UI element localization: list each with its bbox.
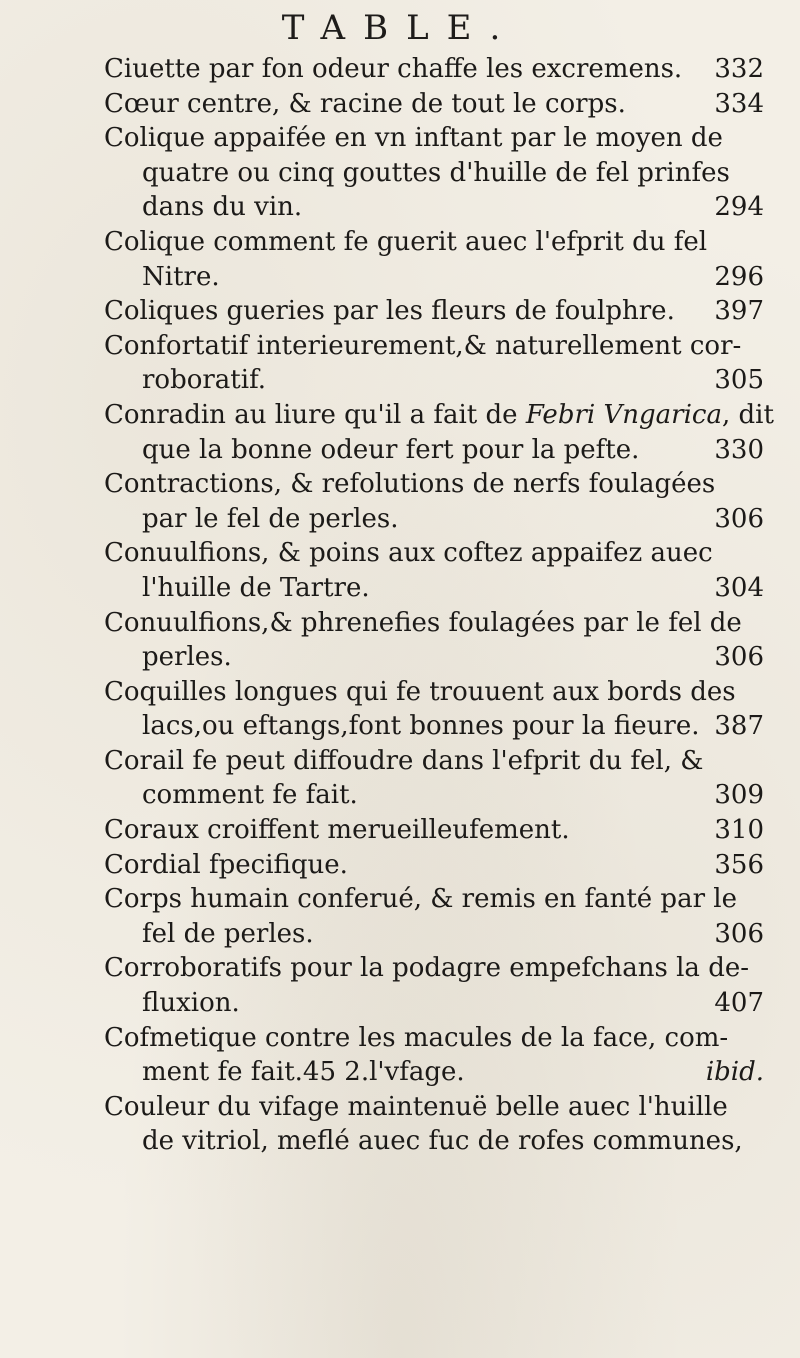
index-entry xyxy=(104,467,764,536)
index-entry xyxy=(104,52,764,87)
entry-text: fel de perles. xyxy=(142,918,314,949)
entry-text: Ciuette par fon odeur chaffe les excremens. xyxy=(104,54,683,84)
entry-line xyxy=(104,536,764,571)
page-number: 294 xyxy=(714,192,764,223)
entry-text: lacs,ou eftangs,font bonnes pour la fieure. xyxy=(142,711,700,742)
entry-line xyxy=(104,121,764,156)
entry-line xyxy=(104,606,764,641)
entry-text xyxy=(104,398,774,433)
entry-text: quatre ou cinq gouttes d'huille de fel prinfes xyxy=(142,157,730,188)
entry-text: fluxion. xyxy=(142,988,240,1019)
index-entry xyxy=(104,1021,764,1090)
entry-line xyxy=(104,1021,764,1056)
page-number: 304 xyxy=(714,572,764,603)
entry-line xyxy=(104,778,764,813)
entry-text: de vitriol, meflé auec fuc de rofes communes, xyxy=(142,1126,743,1157)
entry-text: Couleur du vifage maintenuë belle auec l'huille xyxy=(104,1091,728,1122)
page-number: 397 xyxy=(714,296,764,327)
entry-line xyxy=(104,571,764,606)
index-entry xyxy=(104,848,764,883)
entry-line xyxy=(104,744,764,779)
entry-text: dans du vin. xyxy=(142,192,303,223)
page-number: 334 xyxy=(714,88,764,119)
index-entry xyxy=(104,398,774,467)
entry-text: Corroboratifs pour la podagre empefchans la de- xyxy=(104,953,750,984)
page-number: 330 xyxy=(714,434,764,465)
index-entry xyxy=(104,882,764,951)
entry-text: comment fe fait. xyxy=(142,780,358,811)
entry-text: Corail fe peut diffoudre dans l'efprit du fel, & xyxy=(104,745,704,776)
page-number: 310 xyxy=(714,815,764,846)
page-number: 356 xyxy=(714,849,764,880)
entry-text: Confortatif interieurement,& naturellement cor- xyxy=(104,330,742,361)
entry-text: Conuulfions, & poins aux coftez appaifez auec xyxy=(104,538,713,569)
entry-line xyxy=(104,951,764,986)
entry-text: Colique appaifée en vn inftant par le moyen de xyxy=(104,123,723,154)
page-number: 387 xyxy=(714,711,764,742)
entry-text: l'huille de Tartre. xyxy=(142,572,370,603)
entry-line xyxy=(104,87,764,122)
page-number: ibid. xyxy=(705,1057,764,1088)
page-number: 296 xyxy=(714,261,764,292)
entry-text: Conuulfions,& phrenefies foulagées par le fel de xyxy=(104,607,742,638)
index-entry xyxy=(104,329,764,398)
page-number: 309 xyxy=(714,780,764,811)
index-entry xyxy=(104,536,764,605)
entry-text: Coraux croiffent merueilleufement. xyxy=(104,815,570,846)
entry-line xyxy=(104,882,764,917)
entry-text: Coliques gueries par les fleurs de foulphre. xyxy=(104,296,675,327)
entry-line xyxy=(104,433,764,468)
entry-text: Cofmetique contre les macules de la face, com- xyxy=(104,1022,729,1053)
index-entry xyxy=(104,87,764,122)
page-number: 306 xyxy=(714,642,764,673)
index-entry xyxy=(104,121,764,225)
cited-work-title: Febri Vngarica xyxy=(525,399,722,430)
entry-line xyxy=(104,1090,764,1125)
index-entries xyxy=(104,52,774,1159)
entry-line xyxy=(104,260,764,295)
page-number: 306 xyxy=(714,918,764,949)
entry-text: Coquilles longues qui fe trouuent aux bords des xyxy=(104,676,736,707)
entry-text: roboratif. xyxy=(142,365,267,396)
entry-line xyxy=(104,156,764,191)
entry-line xyxy=(104,813,764,848)
entry-line xyxy=(104,848,764,883)
entry-line xyxy=(104,52,764,87)
entry-text: Corps humain conferué, & remis en fanté par le xyxy=(104,884,737,915)
entry-text-post: , dit xyxy=(721,399,774,430)
entry-line xyxy=(104,225,764,260)
entry-text: Contractions, & refolutions de nerfs foulagées xyxy=(104,469,716,500)
entry-line xyxy=(104,190,764,225)
page-number: 305 xyxy=(714,365,764,396)
index-entry xyxy=(104,606,764,675)
entry-text: Nitre. xyxy=(142,261,220,292)
running-head: TABLE. xyxy=(281,8,519,48)
entry-line xyxy=(104,986,764,1021)
entry-text: Cœur centre, & racine de tout le corps. xyxy=(104,88,626,119)
entry-line xyxy=(104,675,764,710)
entry-line xyxy=(104,398,774,433)
entry-text: perles. xyxy=(142,642,232,673)
entry-line xyxy=(104,640,764,675)
entry-line xyxy=(104,467,764,502)
entry-line xyxy=(104,294,764,329)
entry-line xyxy=(104,329,764,364)
entry-text: Colique comment fe guerit auec l'efprit du fel xyxy=(104,226,708,257)
entry-line xyxy=(104,709,764,744)
entry-line xyxy=(104,363,764,398)
entry-line xyxy=(104,1124,764,1159)
entry-text: par le fel de perles. xyxy=(142,503,399,534)
index-entry xyxy=(104,1090,764,1159)
entry-line xyxy=(104,502,764,537)
index-entry xyxy=(104,813,764,848)
page-number: 306 xyxy=(714,503,764,534)
index-entry xyxy=(104,744,764,813)
entry-text: ment fe fait.45 2.l'vfage. xyxy=(142,1057,465,1088)
entry-text-pre: Conradin au liure qu'il a fait de xyxy=(104,399,526,430)
index-entry xyxy=(104,675,764,744)
index-entry xyxy=(104,225,764,294)
index-entry xyxy=(104,294,764,329)
entry-line xyxy=(104,1055,764,1090)
entry-text: que la bonne odeur fert pour la pefte. xyxy=(142,434,640,465)
entry-text: Cordial fpecifique. xyxy=(104,849,348,880)
index-entry xyxy=(104,951,764,1020)
page-number: 407 xyxy=(714,988,764,1019)
entry-line xyxy=(104,917,764,952)
page-number: 332 xyxy=(714,54,764,84)
